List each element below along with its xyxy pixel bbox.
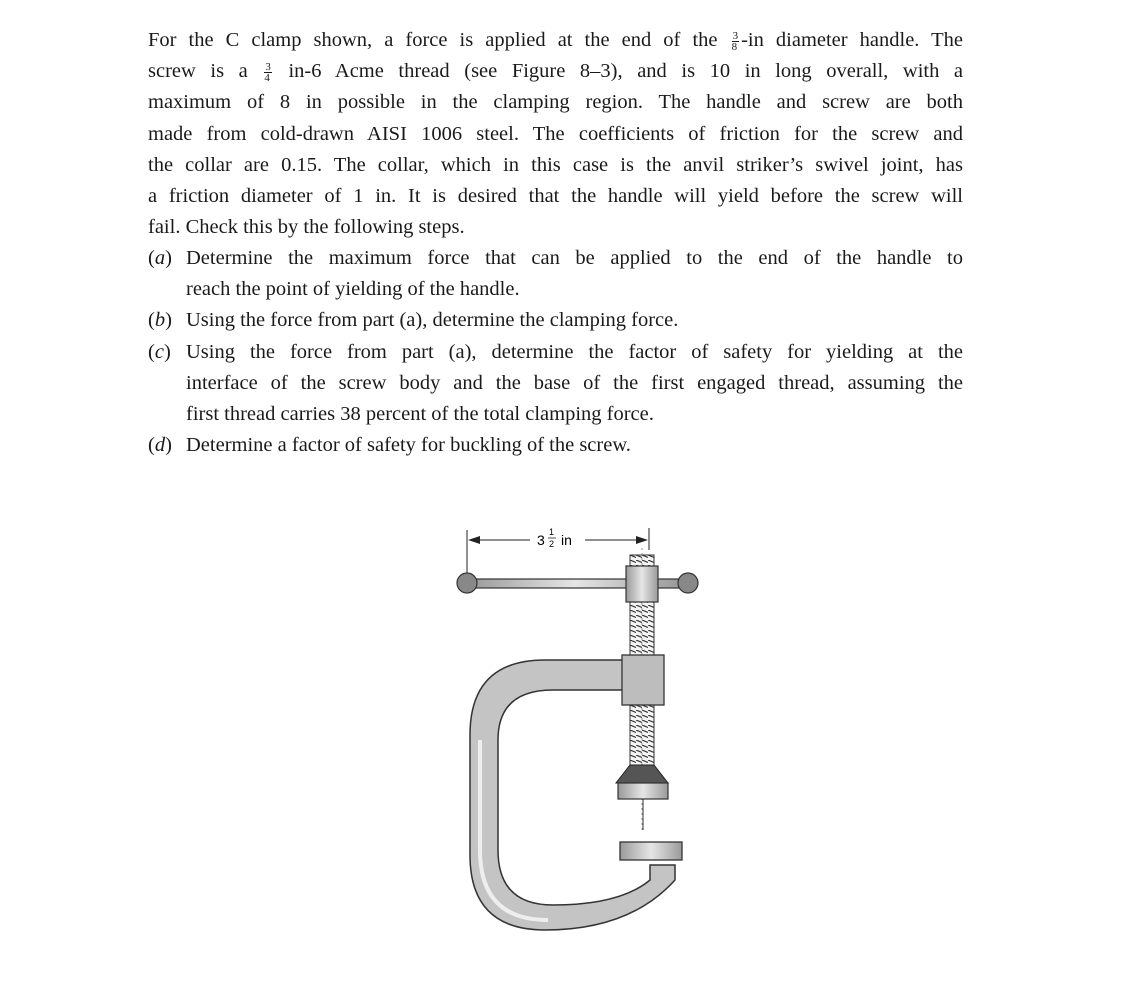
- intro-line-3: maximum of 8 in possible in the clamping region. The handle and screw are both: [148, 91, 963, 114]
- part-b: [148, 305, 963, 336]
- dimension-unit: in: [561, 532, 572, 548]
- part-line: first thread carries 38 percent of the total clamping force.: [186, 403, 654, 426]
- fraction-handle-diameter: $\frac{3}{8}$: [731, 29, 739, 53]
- arrow-left-icon: [468, 536, 480, 544]
- handle-knob-left: [457, 573, 477, 593]
- part-line: interface of the screw body and the base of the first engaged thread, assuming the: [186, 371, 963, 394]
- dimension-callout: [467, 527, 649, 578]
- part-line: reach the point of yielding of the handle.: [186, 278, 520, 301]
- c-clamp-figure: [440, 500, 740, 1000]
- swivel-pad: [618, 783, 668, 799]
- fraction-screw-size: $\frac{3}{4}$: [264, 61, 271, 84]
- dimension-frac-den: 2: [549, 539, 555, 549]
- frame-boss: [622, 655, 664, 705]
- part-label: (a): [148, 247, 172, 269]
- part-line: Using the force from part (a), determine the factor of safety for yielding at the: [186, 340, 963, 363]
- part-line: Using the force from part (a), determine the clamping force.: [186, 309, 679, 332]
- part-a: [148, 243, 963, 305]
- part-d: [148, 430, 963, 461]
- lower-jaw: [620, 842, 682, 860]
- intro-line-4: made from cold-drawn AISI 1006 steel. The coefficients of friction for the screw and: [148, 122, 963, 145]
- screw-head: [626, 566, 658, 602]
- problem-parts-list: [148, 243, 963, 461]
- intro-line-6: a friction diameter of 1 in. It is desired that the handle will yield before the screw will: [148, 185, 963, 208]
- intro-line-7: fail. Check this by the following steps.: [148, 216, 465, 239]
- part-c: [148, 337, 963, 431]
- part-line: Determine the maximum force that can be applied to the end of the handle to: [186, 247, 963, 269]
- handle-knob-right: [678, 573, 698, 593]
- intro-line-1: For the C clamp shown, a force is applied at the end of the $\frac{3}{8}$ -in diameter handle. The: [148, 29, 963, 53]
- part-label: (c): [148, 340, 171, 363]
- dimension-frac-num: 1: [549, 527, 555, 537]
- dimension-whole: 3: [537, 532, 545, 548]
- arrow-right-icon: [636, 536, 648, 544]
- swivel-neck: [616, 765, 668, 783]
- part-label: (b): [148, 309, 172, 332]
- intro-line-2: screw is a $\frac{3}{4}$ in-6 Acme thread (see Figure 8–3), and is 10 in long overall, with a: [148, 60, 964, 84]
- problem-statement: [148, 25, 963, 243]
- part-line: Determine a factor of safety for buckling of the screw.: [186, 434, 631, 457]
- part-label: (d): [148, 434, 172, 457]
- intro-line-5: the collar are 0.15. The collar, which in this case is the anvil striker’s swivel joint, has: [148, 153, 963, 176]
